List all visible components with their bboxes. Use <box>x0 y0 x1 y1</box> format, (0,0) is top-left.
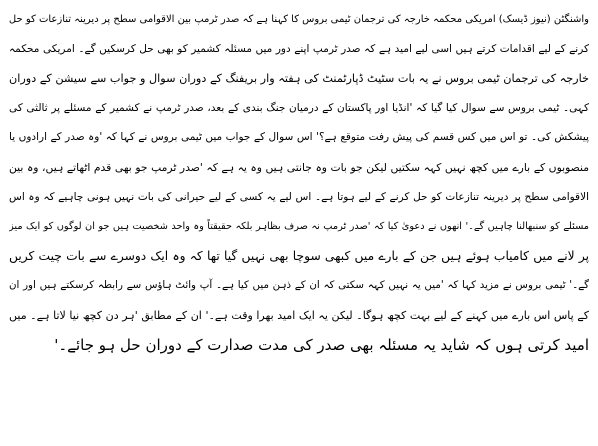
article-line: گے۔' ٹیمی بروس نے مزید کہا کہ 'میں یہ نہیں کہہ سکتی کہ ان کے ذہن میں کیا ہے۔ آپ وائٹ ہاؤس سے رابطہ کرسکتے ہیں اور ان <box>9 279 589 292</box>
article-line: الاقوامی سطح پر دیرینہ تنازعات کو حل کرنے کے لیے ہوتا ہے۔ اس لیے یہ کسی کے لیے حیرانی کی بات نہیں ہونی چاہیے کہ وہ اس <box>9 190 589 203</box>
article-body <box>9 5 589 360</box>
article-line: منصوبوں کے بارے میں کچھ نہیں کہہ سکتیں لیکن جو بات وہ جانتی ہیں وہ یہ ہے کہ 'صدر ٹرمپ جو بھی قدم اٹھاتے ہیں، وہ بین <box>9 160 589 174</box>
article-line-last: امید کرتی ہوں کہ شاید یہ مسئلہ بھی صدر کی مدت صدارت کے دوران حل ہو جائے۔' <box>54 335 589 354</box>
article-line: مسئلے کو سنبھالنا چاہیں گے۔' انھوں نے دعویٰ کیا کہ 'صدر ٹرمپ نہ صرف بظاہر بلکہ حقیقتاً وہ واحد شخصیت ہیں جو ان لوگوں کو ایک میز <box>9 221 589 233</box>
article-line: کرنے کے لیے اقدامات کرتے ہیں اسی لیے امید ہے کہ صدر ٹرمپ اپنے دور میں مسئلہ کشمیر کو بھی حل کرسکیں گے۔ امریکی محکمہ <box>9 42 589 55</box>
article-line: پر لانے میں کامیاب ہوئے ہیں جن کے بارے میں کبھی سوچا بھی نہیں گیا تھا کہ وہ ایک دوسرے سے بات چیت کریں <box>9 248 589 263</box>
article-line: پیشکش کی۔ تو اس میں کس قسم کی پیش رفت متوقع ہے؟' اس سوال کے جواب میں ٹیمی بروس نے کہا کہ 'وہ صدر کے ارادوں یا <box>9 131 589 144</box>
article-line: خارجہ کی ترجمان ٹیمی بروس نے یہ بات سٹیٹ ڈپارٹمنٹ کی ہفتہ وار بریفنگ کے دوران سوال و جواب سے سیشن کے دوران <box>9 72 589 86</box>
article-line: واشنگٹن (نیوز ڈیسک) امریکی محکمہ خارجہ کی ترجمان ٹیمی بروس کا کہنا ہے کہ صدر ٹرمپ بین الاقوامی سطح پر دیرینہ تنازعات کو حل <box>9 14 589 25</box>
article-line: کہی۔ ٹیمی بروس سے سوال کیا گیا کہ 'انڈیا اور پاکستان کے درمیان جنگ بندی کے بعد، صدر ٹرمپ نے کشمیر کے مسئلے پر ثالثی کی <box>9 101 589 114</box>
article-line: کے پاس اس بارے میں کہنے کے لیے بہت کچھ ہوگا۔ لیکن یہ ایک امید بھرا وقت ہے۔' ان کے مطابق 'ہر دن کچھ نیا لاتا ہے۔ میں <box>9 308 589 322</box>
